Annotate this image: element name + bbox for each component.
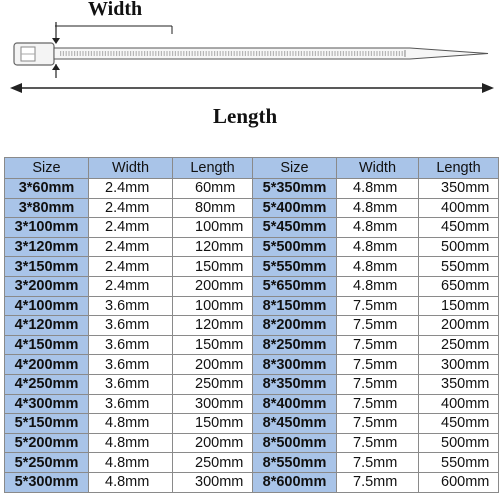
cell-width: 4.8mm: [337, 179, 419, 199]
cell-length: 250mm: [419, 335, 499, 355]
table-row: [5, 394, 499, 414]
table-row: [5, 374, 499, 394]
cell-length: 150mm: [173, 257, 253, 277]
cell-width: 3.6mm: [89, 355, 173, 375]
cell-size: 5*500mm: [253, 237, 337, 257]
cell-width: 2.4mm: [89, 276, 173, 296]
cell-width: 2.4mm: [89, 179, 173, 199]
table-row: [5, 335, 499, 355]
cell-width: 7.5mm: [337, 433, 419, 453]
cell-width: 2.4mm: [89, 257, 173, 277]
length-arrow-right: [482, 83, 494, 93]
cell-width: 7.5mm: [337, 374, 419, 394]
table-row: [5, 198, 499, 218]
cell-length: 200mm: [173, 276, 253, 296]
cell-size: 8*450mm: [253, 414, 337, 434]
cell-size: 8*400mm: [253, 394, 337, 414]
width-label: Width: [88, 0, 143, 20]
cell-length: 120mm: [173, 237, 253, 257]
cell-width: 2.4mm: [89, 218, 173, 238]
header-size: Size: [5, 158, 89, 179]
cell-length: 250mm: [173, 374, 253, 394]
cell-width: 3.6mm: [89, 335, 173, 355]
cell-length: 250mm: [173, 453, 253, 473]
cell-width: 3.6mm: [89, 296, 173, 316]
cell-size: 4*200mm: [5, 355, 89, 375]
cell-width: 7.5mm: [337, 453, 419, 473]
cell-length: 500mm: [419, 433, 499, 453]
cell-size: 8*600mm: [253, 472, 337, 492]
cell-width: 2.4mm: [89, 198, 173, 218]
cell-length: 100mm: [173, 218, 253, 238]
cell-width: 7.5mm: [337, 414, 419, 434]
table-row: [5, 257, 499, 277]
cell-size: 8*350mm: [253, 374, 337, 394]
table-row: [5, 453, 499, 473]
cell-length: 500mm: [419, 237, 499, 257]
table-row: [5, 218, 499, 238]
header-width: Width: [337, 158, 419, 179]
table-row: [5, 179, 499, 199]
cell-length: 100mm: [173, 296, 253, 316]
cell-length: 350mm: [419, 374, 499, 394]
cell-width: 7.5mm: [337, 316, 419, 336]
cell-width: 3.6mm: [89, 394, 173, 414]
cell-width: 3.6mm: [89, 316, 173, 336]
cell-length: 300mm: [419, 355, 499, 375]
cell-size: 5*300mm: [5, 472, 89, 492]
table-row: [5, 237, 499, 257]
cell-width: 4.8mm: [89, 472, 173, 492]
cell-length: 60mm: [173, 179, 253, 199]
cell-size: 3*150mm: [5, 257, 89, 277]
cell-length: 400mm: [419, 394, 499, 414]
cell-length: 650mm: [419, 276, 499, 296]
cell-width: 4.8mm: [89, 453, 173, 473]
cell-size: 4*100mm: [5, 296, 89, 316]
header-width: Width: [89, 158, 173, 179]
cell-size: 3*80mm: [5, 198, 89, 218]
cell-size: 8*200mm: [253, 316, 337, 336]
cell-length: 550mm: [419, 257, 499, 277]
cell-length: 80mm: [173, 198, 253, 218]
size-spec-table: [4, 157, 499, 493]
cell-size: 5*650mm: [253, 276, 337, 296]
cell-width: 4.8mm: [89, 414, 173, 434]
cell-size: 3*60mm: [5, 179, 89, 199]
cell-size: 8*250mm: [253, 335, 337, 355]
header-size: Size: [253, 158, 337, 179]
cell-size: 5*350mm: [253, 179, 337, 199]
table-row: [5, 296, 499, 316]
cell-length: 550mm: [419, 453, 499, 473]
cell-length: 600mm: [419, 472, 499, 492]
cable-tie-diagram: [0, 0, 500, 150]
cell-size: 5*150mm: [5, 414, 89, 434]
cell-width: 7.5mm: [337, 335, 419, 355]
header-length: Length: [173, 158, 253, 179]
cell-length: 300mm: [173, 472, 253, 492]
length-label: Length: [213, 104, 278, 128]
cell-length: 350mm: [419, 179, 499, 199]
cell-width: 7.5mm: [337, 355, 419, 375]
cell-width: 4.8mm: [337, 276, 419, 296]
table-header-row: [5, 158, 499, 179]
cell-length: 200mm: [173, 433, 253, 453]
table-row: [5, 472, 499, 492]
cell-size: 8*300mm: [253, 355, 337, 375]
cell-size: 5*550mm: [253, 257, 337, 277]
table-row: [5, 414, 499, 434]
cell-width: 4.8mm: [337, 237, 419, 257]
cell-length: 300mm: [173, 394, 253, 414]
length-arrow-left: [10, 83, 22, 93]
cell-size: 4*150mm: [5, 335, 89, 355]
cell-length: 450mm: [419, 218, 499, 238]
cell-size: 4*250mm: [5, 374, 89, 394]
cell-size: 8*150mm: [253, 296, 337, 316]
cell-length: 450mm: [419, 414, 499, 434]
cell-size: 5*450mm: [253, 218, 337, 238]
cell-length: 200mm: [419, 316, 499, 336]
cell-length: 150mm: [173, 335, 253, 355]
cell-width: 4.8mm: [89, 433, 173, 453]
cell-size: 8*550mm: [253, 453, 337, 473]
cell-size: 5*200mm: [5, 433, 89, 453]
table-row: [5, 433, 499, 453]
table-row: [5, 316, 499, 336]
cell-size: 5*400mm: [253, 198, 337, 218]
cell-size: 4*300mm: [5, 394, 89, 414]
header-length: Length: [419, 158, 499, 179]
cell-width: 4.8mm: [337, 218, 419, 238]
cell-length: 150mm: [419, 296, 499, 316]
cell-width: 7.5mm: [337, 296, 419, 316]
cell-length: 120mm: [173, 316, 253, 336]
cell-length: 150mm: [173, 414, 253, 434]
table-row: [5, 276, 499, 296]
cell-width: 7.5mm: [337, 472, 419, 492]
cell-size: 3*120mm: [5, 237, 89, 257]
cell-width: 2.4mm: [89, 237, 173, 257]
cell-length: 400mm: [419, 198, 499, 218]
cell-size: 3*100mm: [5, 218, 89, 238]
cell-size: 4*120mm: [5, 316, 89, 336]
cell-width: 4.8mm: [337, 257, 419, 277]
cell-width: 7.5mm: [337, 394, 419, 414]
cell-width: 3.6mm: [89, 374, 173, 394]
table-row: [5, 355, 499, 375]
cell-size: 8*500mm: [253, 433, 337, 453]
cell-length: 200mm: [173, 355, 253, 375]
cell-width: 4.8mm: [337, 198, 419, 218]
cell-size: 3*200mm: [5, 276, 89, 296]
cell-size: 5*250mm: [5, 453, 89, 473]
